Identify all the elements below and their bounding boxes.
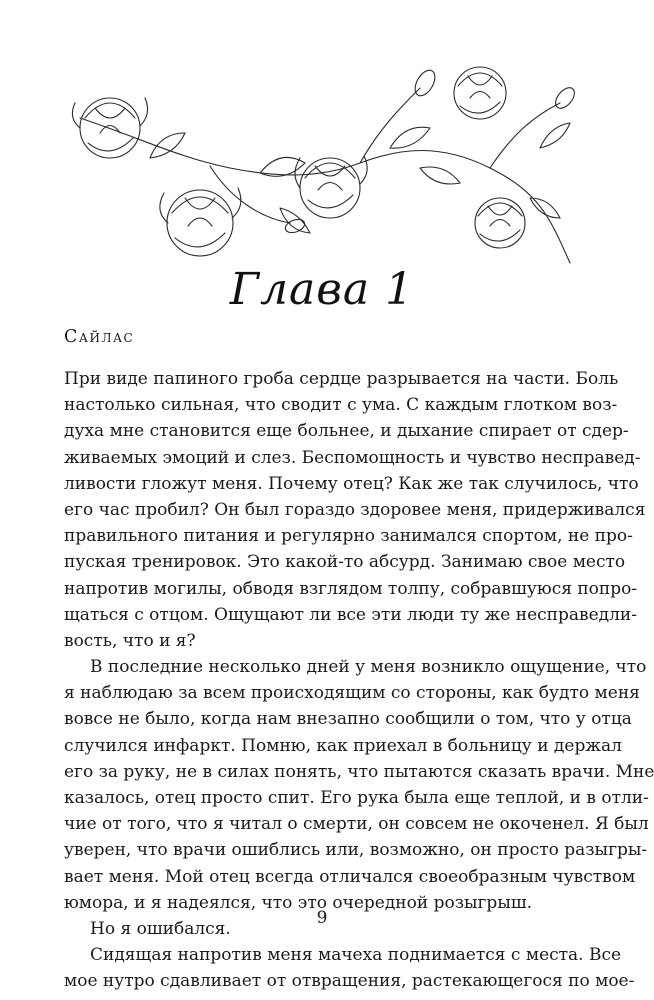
text-line: его за руку, не в силах понять, что пытаются сказать врачи. Мне bbox=[64, 761, 654, 782]
center-peony bbox=[295, 156, 367, 218]
page-number: 9 bbox=[316, 908, 328, 928]
text-line: живаемых эмоций и слез. Беспомощность и чувство несправед- bbox=[64, 447, 641, 468]
text-line: уверен, что врачи ошиблись или, возможно, он просто разыгры- bbox=[64, 840, 648, 861]
text-line: настолько сильная, что сводит с ума. С каждым глотком воз- bbox=[64, 395, 618, 416]
text-line: щаться с отцом. Ощущают ли все эти люди ту же несправедли- bbox=[64, 604, 638, 625]
chapter-title: Глава 1 bbox=[229, 264, 415, 315]
text-line: казалось, отец просто спит. Его рука была еще теплой, и в отли- bbox=[64, 788, 649, 808]
text-line: я наблюдаю за всем происходящим со стороны, как будто меня bbox=[64, 683, 640, 704]
text-line: мое нутро сдавливает от отвращения, растекающегося по мое- bbox=[64, 971, 635, 992]
lower-left-peony bbox=[160, 188, 241, 256]
text-line: чие от того, что я читал о смерти, он совсем не окоченел. Я был bbox=[64, 814, 649, 835]
floral-garland-icon bbox=[60, 48, 590, 270]
text-line: духа мне становится еще больнее, и дыхание спирает от сдер- bbox=[64, 421, 629, 442]
text-line: напротив могилы, обводя взглядом толпу, собравшуюся попро- bbox=[64, 578, 638, 599]
narrator-name: Сайлас bbox=[64, 327, 135, 347]
text-line: правильного питания и регулярно занимался спортом, не про- bbox=[64, 526, 633, 547]
lower-right-peony bbox=[475, 198, 525, 248]
text-line: его час пробил? Он был гораздо здоровее меня, придерживался bbox=[64, 499, 646, 520]
text-line: ливости гложут меня. Почему отец? Как же так случилось, что bbox=[64, 473, 639, 494]
text-line: вовсе не было, когда нам внезапно сообщили о том, что у отца bbox=[64, 709, 632, 730]
text-line: вость, что и я? bbox=[64, 630, 196, 651]
text-line: пуская тренировок. Это какой-то абсурд. Занимаю свое место bbox=[64, 552, 626, 573]
text-line: вает меня. Мой отец всегда отличался своеобразным чувством bbox=[64, 866, 636, 887]
body-text bbox=[64, 366, 654, 995]
text-line: юмора, и я надеялся, что это очередной розыгрыш. bbox=[64, 892, 533, 913]
text-line: случился инфаркт. Помню, как приехал в больницу и держал bbox=[64, 735, 622, 756]
text-line: Сидящая напротив меня мачеха поднимается с места. Все bbox=[90, 945, 622, 966]
text-line: Но я ошибался. bbox=[90, 918, 231, 939]
text-line: В последние несколько дней у меня возникло ощущение, что bbox=[90, 657, 647, 678]
top-right-peony bbox=[454, 67, 506, 119]
text-line: При виде папиного гроба сердце разрывается на части. Боль bbox=[64, 369, 619, 389]
